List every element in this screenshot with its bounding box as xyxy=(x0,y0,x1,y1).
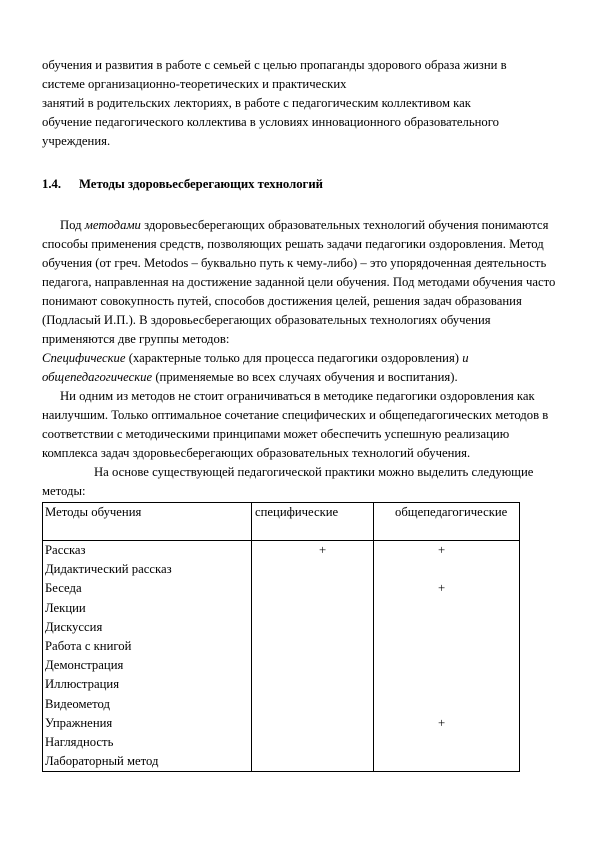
general-mark xyxy=(374,695,519,714)
table-body-row xyxy=(43,541,520,772)
combination-paragraph: Ни одним из методов не стоит ограничиваться в методике педагогики оздоровления как наилучшим. Только оптимальное сочетание специфических и общепедагогических методов в соответствии с методическими принципами может обеспечить успешную реализацию комплекса задач здоровьесберегающих образовательных технологий обучения. xyxy=(42,389,549,460)
section-title: Методы здоровьесберегающих технологий xyxy=(79,177,323,191)
method-name: Работа с книгой xyxy=(45,638,132,653)
specific-mark xyxy=(252,695,373,714)
method-name: Лекции xyxy=(45,600,86,615)
general-mark xyxy=(374,675,519,694)
methods-table xyxy=(42,502,520,772)
method-name: Демонстрация xyxy=(45,658,124,673)
section-number: 1.4. xyxy=(42,177,62,191)
specific-mark xyxy=(252,599,373,618)
general-mark: + xyxy=(438,715,446,730)
general-term: общепедагогические xyxy=(42,370,153,384)
method-name: Лабораторный метод xyxy=(45,754,159,769)
general-mark: + xyxy=(438,543,446,557)
intro-line: обучение педагогического коллектива в условиях инновационного образовательного xyxy=(42,115,499,129)
intro-line: обучения и развития в работе с семьей с целью пропаганды здорового образа жизни в xyxy=(42,58,507,72)
general-mark xyxy=(374,656,519,675)
general-mark xyxy=(374,637,519,656)
specific-term: Специфические xyxy=(42,351,126,365)
conjunction: и xyxy=(462,351,469,365)
header-general xyxy=(374,503,520,541)
specific-mark xyxy=(252,560,373,579)
method-name: Иллюстрация xyxy=(45,677,120,692)
general-mark xyxy=(374,752,519,771)
para1-emphasis: методами xyxy=(84,218,141,232)
header-specific xyxy=(252,503,374,541)
table-header-row xyxy=(43,503,520,541)
intro-line: занятий в родительских лекториях, в работе с педагогическим коллективом как xyxy=(42,96,471,110)
section-heading xyxy=(42,175,562,194)
specific-mark xyxy=(252,637,373,656)
method-name: Дидактический рассказ xyxy=(45,562,172,577)
method-name: Беседа xyxy=(45,581,82,596)
general-mark xyxy=(374,599,519,618)
specific-mark xyxy=(252,714,373,733)
specific-mark xyxy=(252,656,373,675)
methods-definition-paragraph xyxy=(42,216,562,349)
general-mark xyxy=(374,560,519,579)
methods-column xyxy=(43,541,252,772)
para1-lead: Под xyxy=(60,218,85,232)
table-intro-paragraph: На основе существующей педагогической практики можно выделить следующие методы: xyxy=(42,465,534,498)
general-mark xyxy=(374,618,519,637)
specific-mark xyxy=(252,675,373,694)
method-name: Дискуссия xyxy=(45,619,103,634)
specific-column xyxy=(252,541,374,772)
specific-description: (характерные только для процесса педагогики оздоровления) xyxy=(125,351,463,365)
document-page xyxy=(42,56,562,772)
general-description: (применяемые во всех случаях обучения и воспитания). xyxy=(152,370,458,384)
method-groups-paragraph xyxy=(42,349,562,387)
para1-text: здоровьесберегающих образовательных технологий обучения понимаются способы применения средств, позволяющих решать задачи педагогики оздоровления. Метод обучения (от греч. Metodos – буквально путь к чему-либо) – это упорядоченная деятельность педагога, направленная на достижение заданной цели обучения. Под методами обучения часто понимают совокупность путей, способов достижения целей, решения задач образования (Подласый И.П.). В здоровьесберегающих образовательных технологиях обучения применяются две группы методов: xyxy=(42,218,556,346)
header-general-label: общепедагогические xyxy=(395,505,508,519)
method-name: Рассказ xyxy=(45,543,86,557)
intro-line: учреждения. xyxy=(42,134,111,148)
general-column xyxy=(374,541,520,772)
method-name: Наглядность xyxy=(45,734,114,749)
specific-mark xyxy=(252,733,373,752)
header-methods-label: Методы обучения xyxy=(45,505,142,519)
method-name: Упражнения xyxy=(45,715,113,730)
general-mark: + xyxy=(438,581,446,596)
header-specific-label: специфические xyxy=(255,505,339,519)
specific-mark: + xyxy=(319,543,327,557)
method-name: Видеометод xyxy=(45,696,110,711)
intro-paragraph xyxy=(42,56,562,151)
specific-mark xyxy=(252,752,373,771)
header-methods xyxy=(43,503,252,541)
specific-mark xyxy=(252,579,373,598)
intro-line: системе организационно-теоретических и практических xyxy=(42,77,347,91)
specific-mark xyxy=(252,618,373,637)
general-mark xyxy=(374,733,519,752)
